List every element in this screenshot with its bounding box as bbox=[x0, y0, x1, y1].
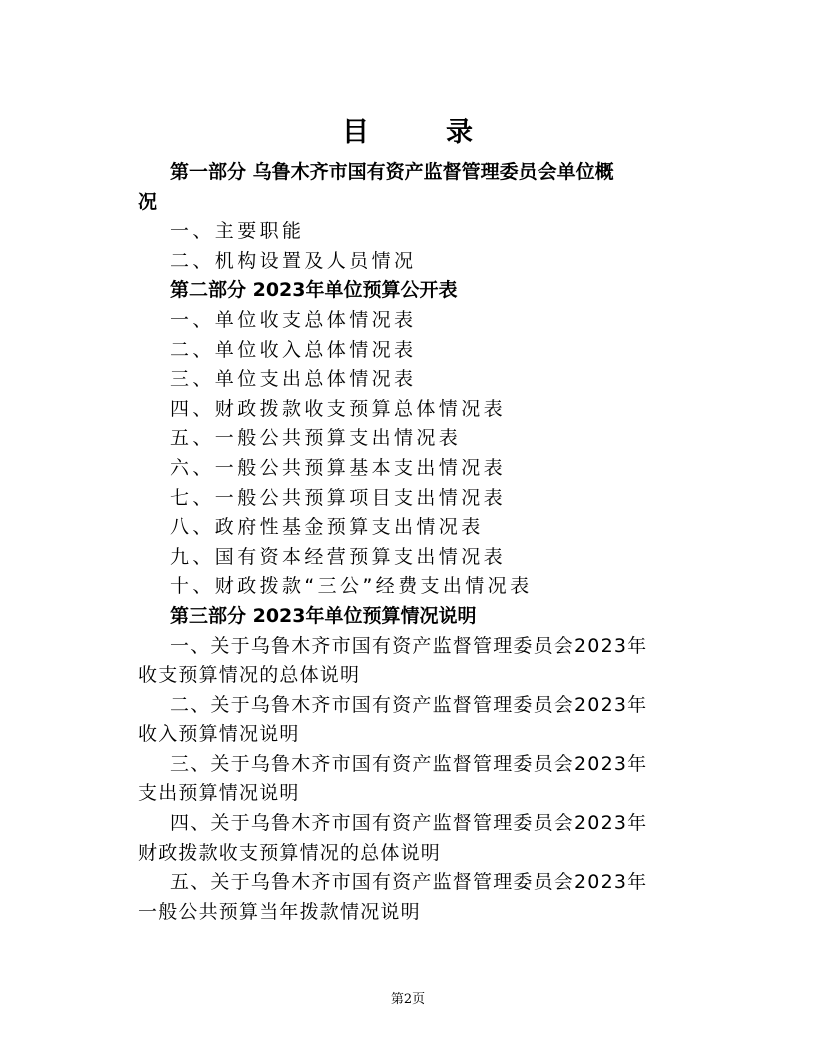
toc-section-part2 bbox=[138, 276, 706, 602]
section-heading-part1[interactable]: 第一部分 乌鲁木齐市国有资产监督管理委员会单位概 bbox=[170, 161, 614, 183]
section-heading-part1-cont[interactable]: 况 bbox=[138, 190, 158, 213]
toc-item[interactable]: 二、单位收入总体情况表 bbox=[170, 338, 417, 361]
toc-item[interactable]: 五、一般公共预算支出情况表 bbox=[170, 427, 462, 450]
toc-item[interactable]: 一、单位收支总体情况表 bbox=[170, 308, 417, 331]
toc-item-multiline[interactable] bbox=[138, 691, 706, 750]
toc-item[interactable]: 六、一般公共预算基本支出情况表 bbox=[170, 456, 507, 479]
toc-item-line2: 支出预算情况说明 bbox=[138, 782, 300, 805]
page-number: 第2页 bbox=[390, 992, 426, 1007]
section-heading-part2[interactable]: 第二部分 2023年单位预算公开表 bbox=[170, 279, 458, 302]
toc-item[interactable]: 七、一般公共预算项目支出情况表 bbox=[170, 486, 507, 509]
toc-item-line2: 收入预算情况说明 bbox=[138, 723, 300, 746]
toc-item-multiline[interactable] bbox=[138, 868, 706, 927]
toc-item[interactable]: 三、单位支出总体情况表 bbox=[170, 368, 417, 391]
table-of-contents bbox=[138, 158, 706, 927]
toc-item[interactable]: 一、主要职能 bbox=[170, 220, 305, 243]
toc-item-line1: 五、关于乌鲁木齐市国有资产监督管理委员会2023年 bbox=[170, 871, 648, 894]
toc-item[interactable]: 十、财政拨款“三公”经费支出情况表 bbox=[170, 575, 533, 598]
toc-section-part3 bbox=[138, 602, 706, 928]
toc-item-line2: 财政拨款收支预算情况的总体说明 bbox=[138, 841, 442, 864]
toc-item-line1: 一、关于乌鲁木齐市国有资产监督管理委员会2023年 bbox=[170, 634, 648, 657]
toc-item[interactable]: 二、机构设置及人员情况 bbox=[170, 249, 417, 272]
toc-item[interactable]: 九、国有资本经营预算支出情况表 bbox=[170, 545, 507, 568]
toc-item-multiline[interactable] bbox=[138, 750, 706, 809]
section-heading-part3[interactable]: 第三部分 2023年单位预算情况说明 bbox=[170, 604, 477, 627]
toc-item-line1: 四、关于乌鲁木齐市国有资产监督管理委员会2023年 bbox=[170, 812, 648, 835]
toc-item-multiline[interactable] bbox=[138, 632, 706, 691]
page-title bbox=[0, 110, 816, 149]
toc-item-line1: 三、关于乌鲁木齐市国有资产监督管理委员会2023年 bbox=[170, 752, 648, 775]
toc-item-line1: 二、关于乌鲁木齐市国有资产监督管理委员会2023年 bbox=[170, 693, 648, 716]
page-title-char-1: 目 bbox=[342, 117, 370, 148]
page-title-char-2: 录 bbox=[446, 117, 474, 148]
toc-item-line2: 收支预算情况的总体说明 bbox=[138, 664, 361, 687]
toc-item-multiline[interactable] bbox=[138, 809, 706, 868]
toc-item[interactable]: 八、政府性基金预算支出情况表 bbox=[170, 516, 484, 539]
toc-item-line2: 一般公共预算当年拨款情况说明 bbox=[138, 900, 421, 923]
toc-item[interactable]: 四、财政拨款收支预算总体情况表 bbox=[170, 397, 507, 420]
toc-section-part1 bbox=[138, 158, 706, 276]
